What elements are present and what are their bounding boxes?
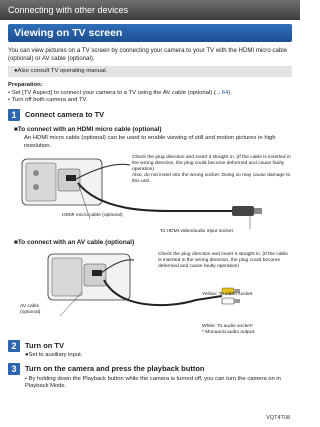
yellow-socket-label: Yellow: To video socket — [202, 292, 253, 297]
hdmi-plug-icon — [232, 206, 254, 216]
av-plug-note: Check the plug direction and insert it straight in. (If the cable is inserted in the wrong direction, the plug could become deformed and cause faulty operation) — [158, 252, 288, 269]
step-1 — [8, 109, 104, 121]
hdmi-description: An HDMI micro cable (optional) can be used to enable viewing of still and motion pictures in high resolution. — [24, 135, 276, 149]
page-link[interactable]: →64 — [215, 89, 229, 96]
step-2-detail: ●Set to auxiliary input. — [25, 352, 83, 358]
step-title: Connect camera to TV — [25, 110, 105, 119]
av-cable-label: AV cable (optional) — [20, 304, 41, 315]
step-number: 2 — [8, 340, 20, 352]
step-number: 3 — [8, 363, 20, 375]
note-text: ●Also consult TV operating manual. — [14, 68, 108, 74]
page-title — [8, 24, 292, 42]
section-header — [0, 0, 300, 20]
step-3-detail: • By holding down the Playback button while the camera is turned off, you can turn the camera on in Playback Mode. — [25, 376, 281, 390]
preparation — [8, 82, 294, 105]
step-title: Turn on TV — [25, 341, 65, 350]
hdmi-socket-label: To HDMI video/audio input socket — [160, 229, 233, 234]
preparation-heading: Preparation: — [8, 82, 43, 88]
preparation-item-1-end: ). — [228, 89, 232, 96]
hdmi-heading: ■To connect with an HDMI micro cable (optional) — [14, 126, 162, 133]
hdmi-cable-label: HDMI micro cable (optional) — [62, 213, 123, 218]
preparation-item-2: • Turn off both camera and TV. — [8, 97, 88, 104]
step-3 — [8, 363, 204, 375]
footnote: * Monaural audio output. — [202, 330, 256, 335]
page-number: VQT4T08 — [266, 415, 290, 421]
note-box — [8, 66, 292, 77]
step-title: Turn on the camera and press the playback button — [25, 364, 205, 373]
white-socket-label: White: To audio socket* — [202, 324, 254, 329]
preparation-item-1 — [8, 90, 294, 98]
intro-text: You can view pictures on a TV screen by connecting your camera to your TV with the HDMI micro cable (optional) or AV cable (optional). — [8, 47, 287, 62]
section-title: Connecting with other devices — [8, 5, 129, 15]
camera-illustration — [22, 159, 102, 205]
step-number: 1 — [8, 109, 20, 121]
av-heading: ■To connect with an AV cable (optional) — [14, 239, 135, 246]
camera-illustration — [48, 254, 130, 300]
step-2 — [8, 340, 64, 352]
page-title-text: Viewing on TV screen — [14, 27, 123, 39]
hdmi-plug-note: Check the plug direction and insert it straight in. (If the cable is inserted in the wrong direction, the plug could become deformed and cause faulty operation) Also, do not insert into the wrong socket. Doing so may cause damage to this unit. — [132, 155, 291, 184]
preparation-item-1-text: • Set [TV Aspect] to connect your camera to a TV using the AV cable (optional) ( — [8, 89, 216, 96]
